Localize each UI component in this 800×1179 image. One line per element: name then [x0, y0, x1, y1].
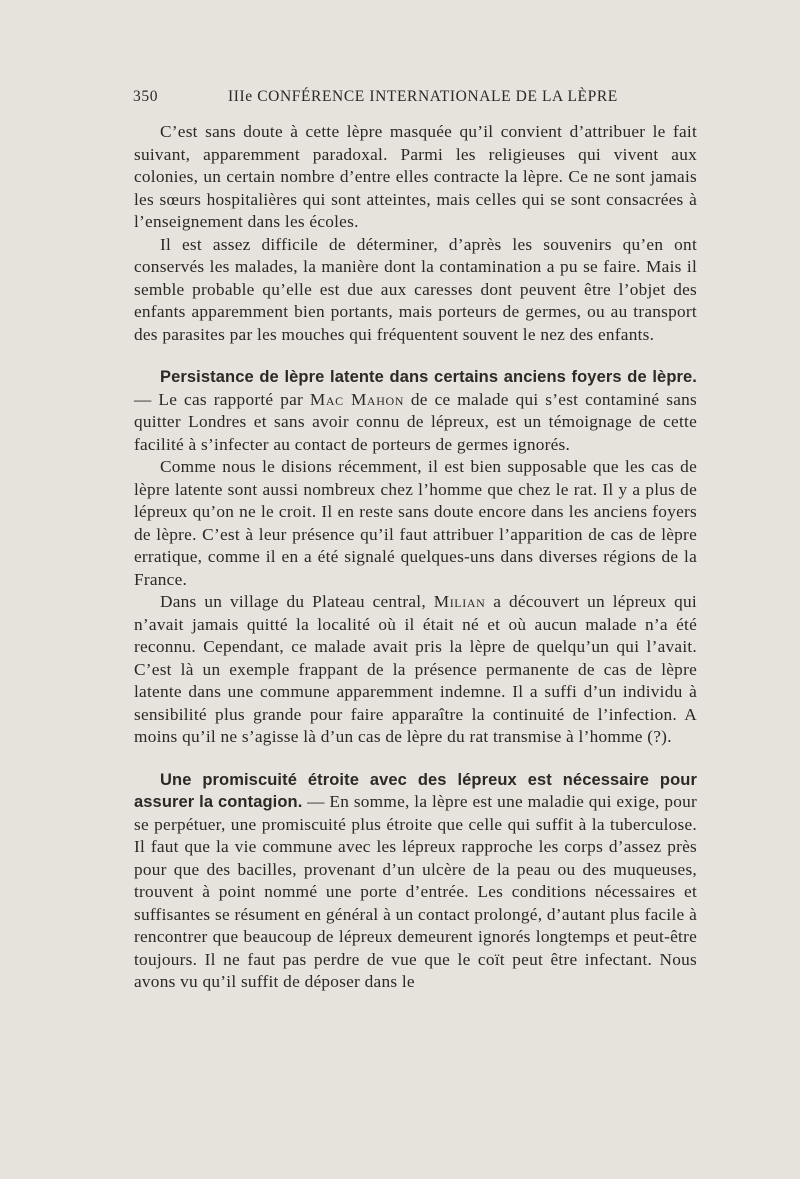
author-name: Mac Mahon — [309, 389, 404, 409]
text-run: Le cas rapporté par — [158, 389, 310, 409]
section-paragraph — [134, 366, 697, 456]
text-run: En somme, la lèpre est une maladie qui exige, pour se perpétuer, une promiscuité plus étroite que celle qui suffit à la tuberculose. Il faut que la vie commune avec les lépreux rapproche les corps d’assez près pour que des bacilles, provenant d’un ulcère de la peau ou des muqueuses, trouvent à point nommé une porte d’entrée. Les conditions nécessaires et suffisantes se résument en général à un contact prolongé, d’autant plus facile à rencontrer que beaucoup de lépreux demeurent ignorés longtemps et peut-être toujours. Il ne faut pas perdre de vue que le coït peut être infectant. Nous avons vu qu’il suffit de déposer dans le — [134, 792, 697, 991]
paragraph: Il est assez difficile de déterminer, d’après les souvenirs qu’en ont conservés les malades, la manière dont la contamination a pu se faire. Mais il semble probable qu’elle est due aux caresses dont peuvent être l’objet des enfants apparemment bien portants, mais porteurs de germes, ou au transport des parasites par les mouches qui fréquentent souvent le nez des enfants. — [134, 234, 697, 344]
section-heading: Une promiscuité étroite avec des lépreux est nécessaire pour assurer la contagion. — [134, 770, 697, 811]
text-run: a découvert un lépreux qui n’avait jamais quitté la localité où il était né et où aucun malade n’a été reconnu. Cependant, ce malade avait pris la lèpre de quelqu’un qui l’avait. C’est là un exemple frappant de la présence permanente de cas de lèpre latente dans une commune apparemment indemne. Il a suffi d’un individu à sensibilité plus grande pour faire apparaître la continuité de l’infection. A moins qu’il ne s’agisse là d’un cas de lèpre du rat transmise à l’homme (?). — [134, 592, 697, 746]
text-run: de ce malade qui s’est contaminé sans quitter Londres et sans avoir connu de lépreux, est un témoignage de cette facilité à s’infecter au contact de porteurs de germes ignorés. — [134, 389, 697, 454]
running-header — [133, 88, 697, 110]
page-body — [134, 121, 697, 994]
page-number: 350 — [133, 88, 159, 105]
paragraph: Comme nous le disions récemment, il est bien supposable que les cas de lèpre latente sont aussi nombreux chez l’homme que chez le rat. Il y a plus de lépreux qu’on ne le croit. Il en reste sans doute encore dans les anciens foyers de lèpre. C’est à leur présence qu’il faut attribuer l’apparition de cas de lèpre erratique, comme il en a été signalé quelques-uns dans diverses régions de la France. — [134, 457, 697, 589]
heading-dash: — — [302, 792, 330, 811]
heading-dash: — — [134, 389, 159, 409]
running-title: IIIe CONFÉRENCE INTERNATIONALE DE LA LÈPRE — [228, 88, 618, 105]
section-heading: Persistance de lèpre latente dans certains anciens foyers de lèpre. — [160, 368, 697, 386]
text-run: Dans un village du Plateau central, — [160, 592, 434, 611]
author-name: Milian — [433, 592, 486, 611]
paragraph: C’est sans doute à cette lèpre masquée qu’il convient d’attribuer le fait suivant, apparemment paradoxal. Parmi les religieuses qui vivent aux colonies, un certain nombre d’entre elles contracte la lèpre. Ce ne sont jamais les sœurs hospitalières qui sont atteintes, mais celles qui se sont consacrées à l’enseignement dans les écoles. — [134, 122, 697, 231]
paragraph — [134, 591, 697, 749]
section-paragraph — [134, 769, 697, 994]
